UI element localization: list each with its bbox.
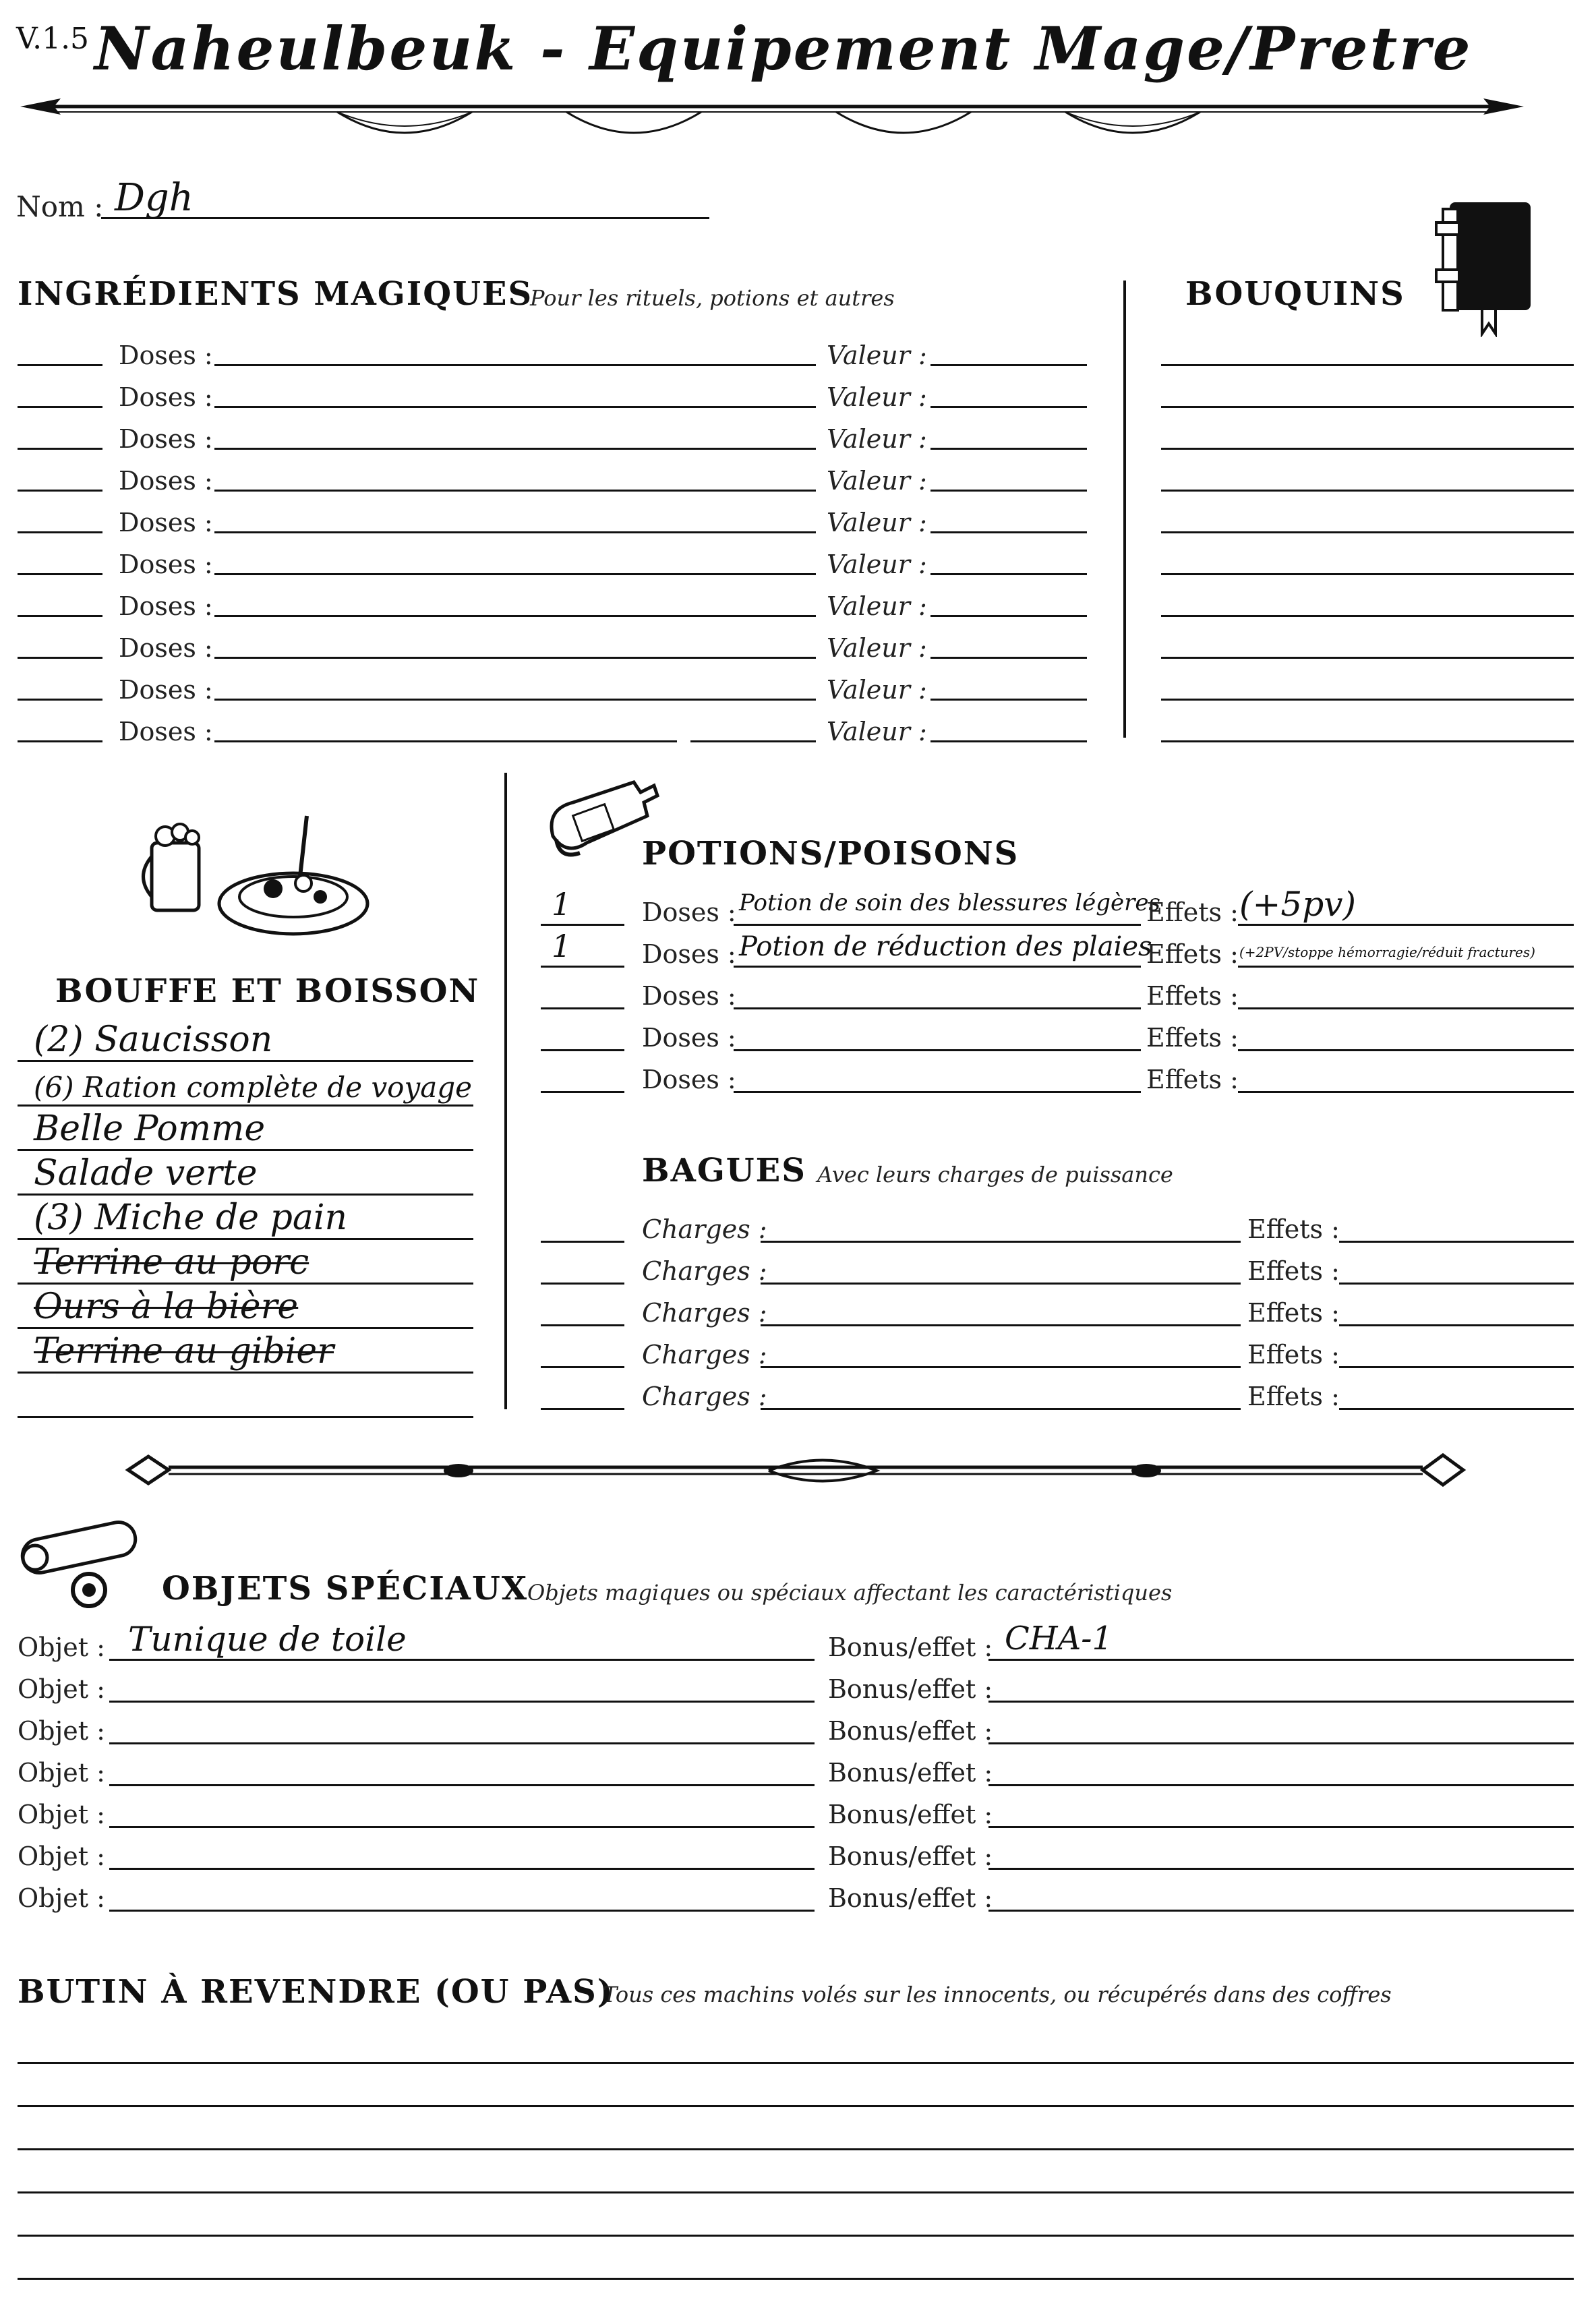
food-and-drink-icon [138,802,374,944]
potion-name-line[interactable] [734,966,1141,968]
bouquin-line[interactable] [1161,448,1574,450]
potion-effets-label: Effets : [1146,1023,1239,1053]
potion-qty-line[interactable] [541,924,624,926]
bagues-title: BAGUES [642,1152,806,1189]
food-line[interactable] [18,1060,473,1062]
potion-doses-label: Doses : [642,981,736,1011]
ingredient-qty-line[interactable] [18,448,102,450]
scroll-and-ring-icon [15,1510,156,1612]
bague-qty-line[interactable] [541,1241,624,1243]
bague-effect-line[interactable] [1339,1283,1574,1285]
ingredient-doses-label: Doses : [119,341,213,370]
bouquin-line[interactable] [1161,531,1574,533]
butin-line[interactable] [18,2191,1574,2193]
bonus-line[interactable] [988,1910,1574,1912]
bague-effect-line[interactable] [1339,1324,1574,1326]
potion-name-line[interactable] [734,1007,1141,1009]
objet-label: Objet : [18,1758,105,1788]
objet-label: Objet : [18,1883,105,1913]
butin-line[interactable] [18,2235,1574,2237]
potion-name-line[interactable] [734,1049,1141,1051]
ingredient-valeur-label: Valeur : [827,424,927,454]
bonus-label: Bonus/effet : [828,1716,993,1746]
food-line[interactable] [18,1194,473,1196]
ingredient-name-line[interactable] [214,699,816,701]
bague-charges-label: Charges : [642,1256,767,1286]
bague-charges-line[interactable] [761,1241,1241,1243]
potion-effets-label: Effets : [1146,939,1239,969]
potions-title: POTIONS/POISONS [642,835,1019,873]
ingredient-value-line[interactable] [930,406,1087,408]
bague-effect-line[interactable] [1339,1241,1574,1243]
ingredient-name-line[interactable] [214,573,816,575]
staff-divider-icon [121,1443,1470,1497]
food-line[interactable] [18,1283,473,1285]
food-item[interactable]: Terrine au gibier [34,1331,334,1372]
bonus-line[interactable] [988,1784,1574,1786]
butin-title: BUTIN À REVENDRE (OU PAS) [18,1973,614,2011]
ingredient-valeur-label: Valeur : [827,717,927,746]
bouquin-line[interactable] [1161,657,1574,659]
bague-effets-label: Effets : [1247,1256,1340,1286]
potion-doses-label: Doses : [642,897,736,927]
ingredient-valeur-label: Valeur : [827,341,927,370]
version-label: V.1.5 [16,22,90,56]
bouquin-line[interactable] [1161,364,1574,366]
potion-qty-line[interactable] [541,1007,624,1009]
ingredients-divider [1123,281,1126,738]
bonus-line[interactable] [988,1701,1574,1703]
ingredient-value-line[interactable] [930,699,1087,701]
objet-line[interactable] [109,1784,815,1786]
bonus-line[interactable] [988,1868,1574,1870]
ingredient-qty-line[interactable] [18,740,102,742]
food-item[interactable]: (2) Saucisson [34,1020,273,1060]
potion-effect-line[interactable] [1238,966,1574,968]
bonus-label: Bonus/effet : [828,1800,993,1829]
ingredient-qty-line[interactable] [18,406,102,408]
potion-name-line[interactable] [734,1091,1141,1093]
potion-effets-label: Effets : [1146,1065,1239,1094]
bagues-subtitle: Avec leurs charges de puissance [817,1162,1173,1187]
bonus-label: Bonus/effet : [828,1632,993,1662]
bague-charges-line[interactable] [761,1324,1241,1326]
bonus-value[interactable]: CHA-1 [1005,1620,1113,1657]
potion-effets-label: Effets : [1146,897,1239,927]
ingredient-doses-label: Doses : [119,675,213,705]
ingredient-qty-line[interactable] [18,573,102,575]
food-item[interactable]: Ours à la bière [34,1287,299,1327]
ingredients-title: INGRÉDIENTS MAGIQUES [18,275,533,313]
ingredient-value-line[interactable] [930,740,1087,742]
food-line[interactable] [18,1238,473,1240]
butin-line[interactable] [18,2062,1574,2064]
ingredient-name-line[interactable] [214,490,816,492]
potion-effect-line[interactable] [1238,1007,1574,1009]
bonus-label: Bonus/effet : [828,1842,993,1871]
butin-line[interactable] [18,2278,1574,2280]
ingredient-value-line[interactable] [930,364,1087,366]
bague-charges-label: Charges : [642,1340,767,1369]
potion-effect[interactable]: (+2PV/stoppe hémorragie/réduit fractures) [1239,944,1535,960]
book-icon [1435,196,1543,337]
bouquin-line[interactable] [1161,699,1574,701]
food-item[interactable]: Terrine au porc [34,1242,309,1283]
potion-name[interactable]: Potion de soin des blessures légères [739,889,1160,916]
bague-qty-line[interactable] [541,1283,624,1285]
ingredient-valeur-label: Valeur : [827,466,927,496]
bague-charges-line[interactable] [761,1408,1241,1410]
ingredient-doses-label: Doses : [119,717,213,746]
bonus-line[interactable] [988,1826,1574,1828]
ingredient-name-line[interactable] [214,448,816,450]
ingredient-valeur-label: Valeur : [827,591,927,621]
potion-effets-label: Effets : [1146,981,1239,1011]
bouquin-line[interactable] [1161,740,1574,742]
potion-qty-line[interactable] [541,1091,624,1093]
ingredient-doses-label: Doses : [119,633,213,663]
ingredient-doses-label: Doses : [119,508,213,537]
objets-title: OBJETS SPÉCIAUX [162,1570,529,1608]
butin-line[interactable] [18,2105,1574,2107]
potion-qty-line[interactable] [541,1049,624,1051]
name-value[interactable]: Dgh [115,176,194,220]
bouquin-line[interactable] [1161,573,1574,575]
page-title: Naheulbeuk - Equipement Mage/Pretre [94,13,1473,84]
potion-name[interactable]: Potion de réduction des plaies [739,931,1152,962]
food-line[interactable] [18,1416,473,1418]
bouquin-line[interactable] [1161,406,1574,408]
ingredient-doses-label: Doses : [119,382,213,412]
bonus-line[interactable] [988,1659,1574,1661]
bague-charges-label: Charges : [642,1298,767,1328]
ingredient-valeur-label: Valeur : [827,633,927,663]
ingredient-doses-label: Doses : [119,591,213,621]
ingredient-value-line[interactable] [930,448,1087,450]
food-line[interactable] [18,1372,473,1374]
potion-name-line[interactable] [734,924,1141,926]
objet-line[interactable] [109,1826,815,1828]
ingredient-qty-line[interactable] [18,364,102,366]
ingredient-name-line[interactable] [214,657,816,659]
ingredient-valeur-label: Valeur : [827,382,927,412]
food-item[interactable]: Belle Pomme [34,1109,266,1149]
ingredient-name-line[interactable] [690,740,816,742]
ingredient-value-line[interactable] [930,573,1087,575]
ingredient-name-line[interactable] [214,615,816,617]
bague-effect-line[interactable] [1339,1366,1574,1368]
bonus-label: Bonus/effet : [828,1758,993,1788]
food-item[interactable]: (6) Ration complète de voyage [34,1071,472,1104]
objet-line[interactable] [109,1701,815,1703]
ingredient-qty-line[interactable] [18,490,102,492]
ingredient-valeur-label: Valeur : [827,550,927,579]
potion-doses-label: Doses : [642,1023,736,1053]
bague-qty-line[interactable] [541,1324,624,1326]
bague-effets-label: Effets : [1247,1298,1340,1328]
bouquins-title: BOUQUINS [1185,275,1405,313]
ingredient-doses-label: Doses : [119,550,213,579]
bouquin-line[interactable] [1161,615,1574,617]
objet-line[interactable] [109,1742,815,1744]
food-line[interactable] [18,1327,473,1329]
ingredient-qty-line[interactable] [18,531,102,533]
ingredient-name-line[interactable] [214,531,816,533]
ingredient-name-line[interactable] [214,364,816,366]
ingredient-qty-line[interactable] [18,657,102,659]
butin-line[interactable] [18,2148,1574,2150]
bonus-label: Bonus/effet : [828,1883,993,1913]
food-item[interactable]: (3) Miche de pain [34,1198,347,1238]
ingredient-value-line[interactable] [930,657,1087,659]
butin-subtitle: Tous ces machins volés sur les innocents, ou récupérés dans des coffres [603,1982,1392,2007]
objet-line[interactable] [109,1910,815,1912]
ingredient-value-line[interactable] [930,490,1087,492]
objet-label: Objet : [18,1716,105,1746]
bague-effect-line[interactable] [1339,1408,1574,1410]
potion-doses-label: Doses : [642,939,736,969]
potion-qty[interactable]: 1 [552,886,572,922]
bague-effets-label: Effets : [1247,1340,1340,1369]
objet-line[interactable] [109,1868,815,1870]
bague-charges-line[interactable] [761,1283,1241,1285]
food-title: BOUFFE ET BOISSON [55,972,480,1010]
bouquin-line[interactable] [1161,490,1574,492]
bague-charges-line[interactable] [761,1366,1241,1368]
potion-effect-line[interactable] [1238,1049,1574,1051]
bague-charges-label: Charges : [642,1382,767,1411]
name-label: Nom : [16,190,104,223]
ingredient-valeur-label: Valeur : [827,675,927,705]
potion-effect-line[interactable] [1238,1091,1574,1093]
bague-effets-label: Effets : [1247,1382,1340,1411]
objet-label: Objet : [18,1842,105,1871]
ingredient-doses-label: Doses : [119,466,213,496]
food-divider [504,773,507,1409]
ingredient-name-line[interactable] [214,740,677,742]
objet-label: Objet : [18,1674,105,1704]
ingredient-value-line[interactable] [930,531,1087,533]
spear-divider-icon [13,86,1531,147]
potion-doses-label: Doses : [642,1065,736,1094]
ingredient-doses-label: Doses : [119,424,213,454]
potion-effect-line[interactable] [1238,924,1574,926]
objets-subtitle: Objets magiques ou spéciaux affectant les caractéristiques [527,1580,1173,1605]
objet-label: Objet : [18,1632,105,1662]
bague-charges-label: Charges : [642,1214,767,1244]
potion-qty-line[interactable] [541,966,624,968]
ingredient-qty-line[interactable] [18,699,102,701]
potion-qty[interactable]: 1 [552,928,572,964]
bonus-line[interactable] [988,1742,1574,1744]
food-line[interactable] [18,1104,473,1107]
potion-effect[interactable]: (+5pv) [1239,885,1356,924]
ingredient-qty-line[interactable] [18,615,102,617]
ingredient-value-line[interactable] [930,615,1087,617]
ingredient-valeur-label: Valeur : [827,508,927,537]
bague-qty-line[interactable] [541,1408,624,1410]
ingredients-subtitle: Pour les rituels, potions et autres [530,285,895,311]
name-line [101,217,709,219]
bonus-label: Bonus/effet : [828,1674,993,1704]
bague-qty-line[interactable] [541,1366,624,1368]
objet-value[interactable]: Tunique de toile [128,1620,407,1659]
bague-effets-label: Effets : [1247,1214,1340,1244]
ingredient-name-line[interactable] [214,406,816,408]
food-line[interactable] [18,1149,473,1151]
food-item[interactable]: Salade verte [34,1153,258,1194]
objet-line[interactable] [109,1659,815,1661]
objet-label: Objet : [18,1800,105,1829]
